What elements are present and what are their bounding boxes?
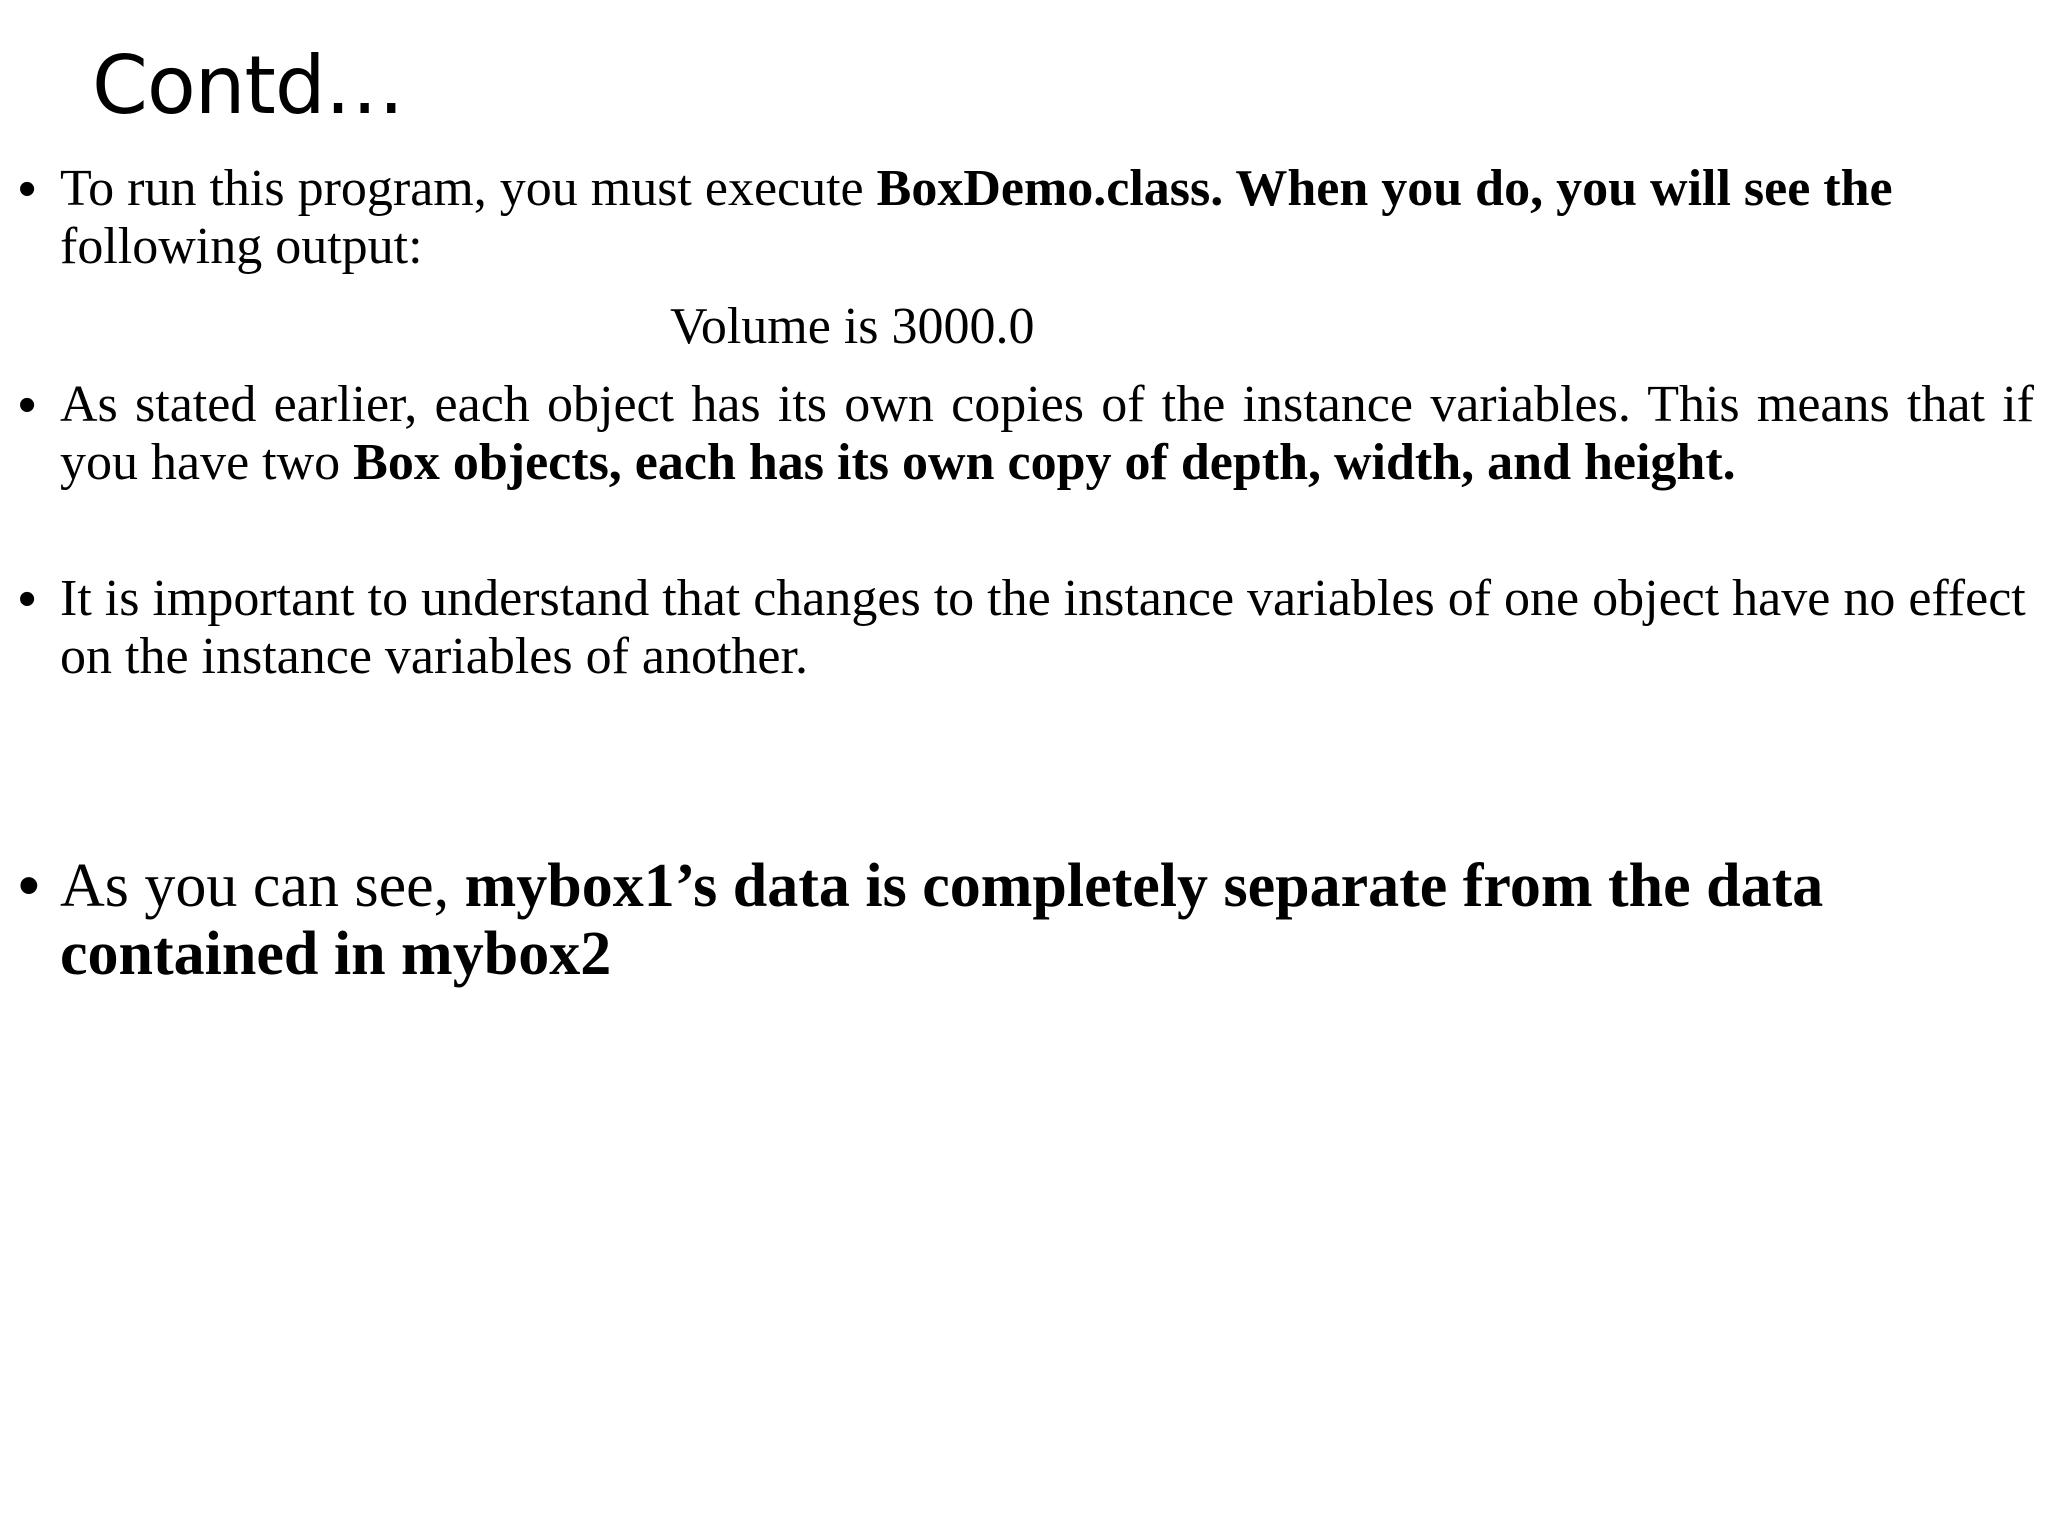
bullet-text-normal: As stated earlier, each object has its own copies of the instance variables. This means that if you have two [60,376,2034,491]
bullet-separate-data [18,852,2034,988]
bullet-run-program [18,160,2034,276]
slide-title: Contd… [92,39,404,132]
bullet-text-bold: Box objects, each has its own copy of depth, width, and height. [353,434,1736,491]
bullet-text [60,376,2034,492]
bullet-text-normal-end: following output: [60,218,423,275]
bullet-text-normal: As you can see, [60,852,465,920]
bullet-text: It is important to understand that changes to the instance variables of one object have no effect on the instance variables of another. [60,570,2026,685]
program-output: Volume is 3000.0 [670,298,1035,355]
bullet-changes-no-effect [18,570,2034,686]
bullet-text [60,160,2034,276]
bullet-text-bold: BoxDemo.class. When you do, you will see the [876,160,1893,217]
bullet-text-normal: To run this program, you must execute [60,160,877,217]
bullet-dot: • [18,851,40,920]
bullet-dot: • [18,570,37,628]
bullet-instance-copies [18,376,2034,492]
bullet-text [60,852,2034,988]
bullet-dot: • [18,160,37,218]
bullet-dot: • [18,376,37,434]
bullet-text-bold: mybox1’s data is completely separate from the data contained in mybox2 [60,852,1824,988]
